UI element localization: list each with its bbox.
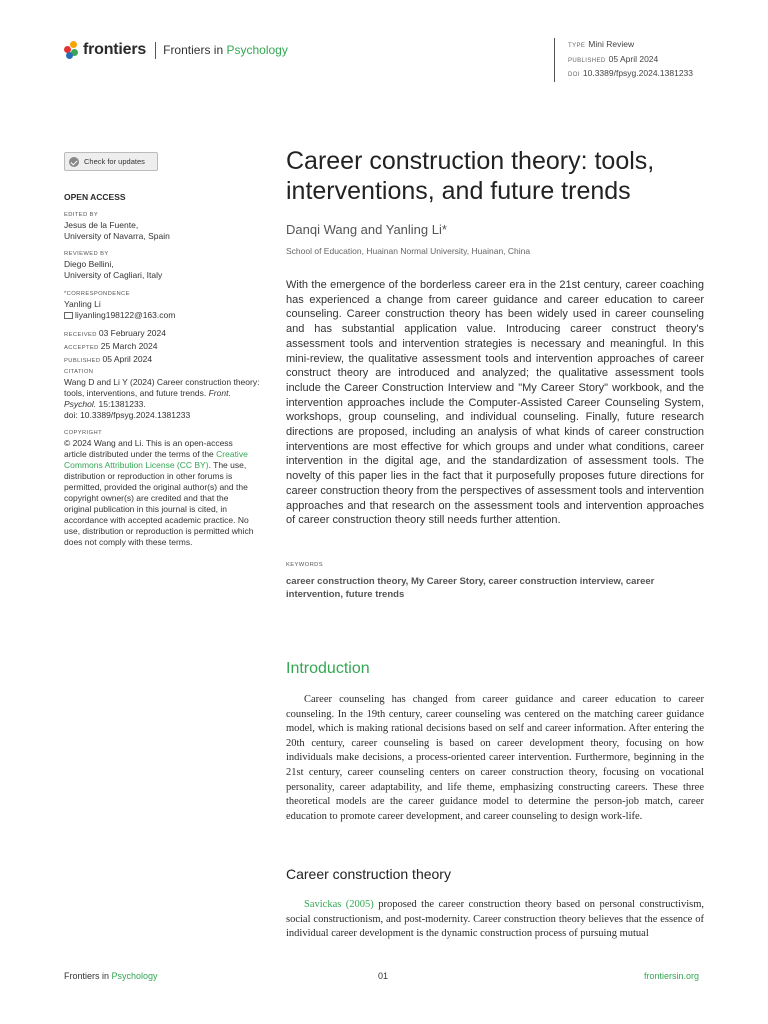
correspondence-email[interactable]: liyanling198122@163.com — [64, 310, 264, 321]
article-meta — [554, 38, 693, 82]
reviewed-by: REVIEWED BY Diego Bellini, University of Cagliari, Italy — [64, 251, 163, 280]
license-link[interactable]: Creative Commons Attribution License (CC BY) — [64, 449, 248, 470]
mail-icon — [64, 312, 73, 319]
footer-site-link[interactable]: frontiersin.org — [644, 971, 700, 981]
meta-doi: DOI 10.3389/fpsyg.2024.1381233 — [568, 68, 694, 78]
abstract: With the emergence of the borderless career era in the 21st century, career coaching has experienced a change from career guidance and career education to career counseling. Career construction theory has been widely used in career counseling and has substantial application value. Introducing career construct theory's assessment tools and intervention strategies is necessary and meaningful. In this mini-review, the qualitative assessment tools and intervention approaches of career construct theory are introduced and analyzed; the qualitative assessment tools include the Career Construction Interview and "My Career Story" workbook, and the intervention approaches include the Computer-Assisted Career Counseling System, workshops, group counseling, and individual counseling. Finally, future research directions are proposed, including an analysis of what kinds of career construction interventions are most effective for which groups and under what conditions, career intervention in the digital age, and the standardization of assessment tools. The novelty of this paper lies in the fact that it purposefully proposes future directions for career construction theory from the perspectives of assessment tools and intervention approaches and that research on the assessment tools and intervention approaches of career construction theory still needs further attention. — [286, 279, 704, 527]
footer-journal: Frontiers in Psychology — [64, 971, 158, 981]
check-icon — [69, 157, 79, 167]
authors: Danqi Wang and Yanling Li* — [286, 222, 447, 237]
keywords-label: KEYWORDS — [286, 562, 324, 568]
cct-heading: Career construction theory — [286, 866, 451, 882]
intro-heading: Introduction — [286, 660, 370, 677]
correspondence: *CORRESPONDENCE Yanling Li liyanling198122@163.com — [64, 290, 264, 321]
affiliation: School of Education, Huainan Normal University, Huainan, China — [286, 246, 531, 256]
article-dates: RECEIVED 03 February 2024 ACCEPTED 25 March 2024 PUBLISHED 05 April 2024 — [64, 328, 166, 364]
page-number: 01 — [378, 971, 389, 981]
intro-paragraph: Career counseling has changed from career guidance and career education to career counseling. In the 19th century, career counseling was centered on the matching career guidance model, which is making rational decisions based on self and career information. After entering the 20th century, career counseling is based on career development theory, focusing on how individuals make decisions, a process-oriented career intervention. Furthermore, beginning in the 21st century, career counseling centers on career construction theory, focusing on vocational personality, career adaptability, and life theme, emphasizing constructing careers. These three theoretical models are the career guidance model to determine the person-job match, career education to promote career development, and career counseling to design work-life. — [286, 694, 704, 822]
correspondence-name: Yanling Li — [64, 299, 101, 309]
journal-title: Frontiers in Psychology — [163, 43, 288, 57]
brand-name: frontiers — [83, 41, 147, 58]
frontiers-logo-icon — [64, 41, 80, 59]
edited-by: EDITED BY Jesus de la Fuente, University of Navarra, Spain — [64, 212, 170, 241]
meta-type: TYPE Mini Review — [568, 39, 635, 49]
savickas-citation-link[interactable]: Savickas (2005) — [304, 899, 374, 910]
check-updates-button[interactable] — [64, 152, 158, 171]
frontiers-logo[interactable] — [64, 41, 288, 59]
logo-divider — [155, 42, 156, 59]
citation-doi: doi: 10.3389/fpsyg.2024.1381233 — [64, 410, 191, 420]
cct-paragraph: Savickas (2005) proposed the career construction theory based on personal constructivism, social constructionism, and post-modernity. Career construction theory believes that the essence of individual career development is the dynamic construction process of pursuing mutual — [286, 899, 704, 940]
copyright: COPYRIGHT © 2024 Wang and Li. This is an open-access article distributed under the terms of the Creative Commons Attribution License (CC BY). The use, distribution or reproduction in other forums is permitted, provided the original author(s) and the copyright owner(s) are credited and that the original publication in this journal is cited, in accordance with accepted academic practice. No use, distribution or reproduction is permitted which does not comply with these terms. — [64, 430, 254, 547]
meta-published: PUBLISHED 05 April 2024 — [568, 53, 659, 64]
article-title: Career construction theory: tools, interventions, and future trends — [286, 147, 655, 205]
citation: CITATION Wang D and Li Y (2024) Career construction theory: tools, interventions, and future trends. Front. Psychol. 15:1381233. doi: 10.3389/fpsyg.2024.1381233 — [64, 369, 260, 420]
open-access-label: OPEN ACCESS — [64, 192, 126, 202]
keywords: career construction theory, My Career Story, career construction interview, career intervention, future trends — [286, 576, 655, 600]
check-updates-label: Check for updates — [84, 157, 145, 166]
